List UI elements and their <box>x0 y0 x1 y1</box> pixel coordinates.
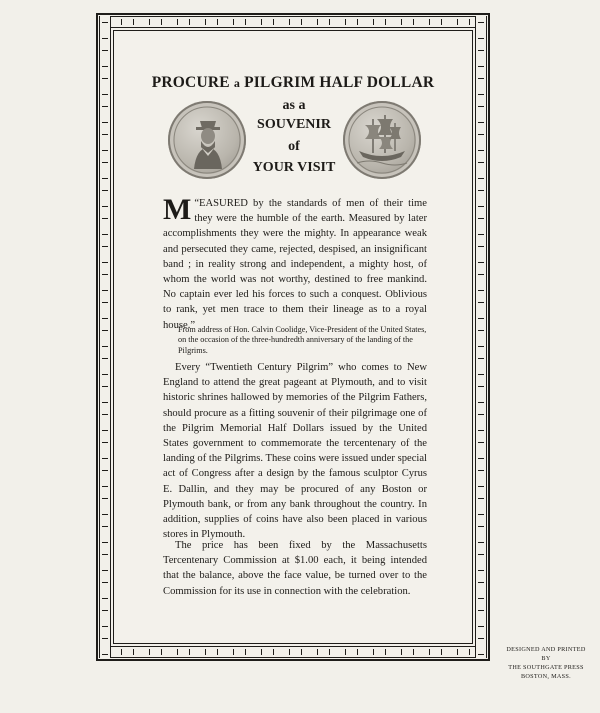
coin-reverse-ship-icon <box>343 101 421 179</box>
headline-part-procure: PROCURE <box>151 74 230 91</box>
imprint-line: BOSTON, MASS. <box>520 673 572 680</box>
frame-border-bottom <box>99 646 487 658</box>
headline-part-pilgrim: PILGRIM HALF DOLLAR <box>244 74 435 91</box>
printer-imprint <box>496 645 596 681</box>
coolidge-quote <box>163 193 427 333</box>
quote-dropcap: M <box>163 193 192 226</box>
imprint-line: BY <box>541 655 551 662</box>
heading-your-visit: YOUR VISIT <box>252 160 336 175</box>
heading-as-a: as a <box>282 98 306 113</box>
quote-citation: From address of Hon. Calvin Coolidge, Vice-President of the United States, on the occasion of the three-hundredth anniversary of the landing of the Pilgrims. <box>178 325 427 355</box>
frame-border-right <box>475 16 487 658</box>
frame-border-top <box>99 16 487 28</box>
coin-obverse-portrait-icon <box>168 101 246 179</box>
quote-text: EASURED by the standards of men of their time they were the humble of the earth. Measured by later accomplishments they were the mighty. In appearance weak and persecuted they came, rejected, despised, an insignificant band ; in reality strong and independent, a mighty host, of whom the world was not worthy, destined to free mankind. No captain ever led his forces to such a conquest. Oblivious to rank, yet men trace to them their lineage as to a royal house.” <box>163 198 427 331</box>
imprint-line: THE SOUTHGATE PRESS <box>508 664 584 671</box>
imprint-line: DESIGNED AND PRINTED <box>506 646 586 653</box>
headline-part-a: a <box>233 76 241 90</box>
frame-border-left <box>99 16 111 658</box>
body-paragraph: Every “Twentieth Century Pilgrim” who comes to New England to attend the great pageant at Plymouth, and to visit historic shrines hallowed by memories of the Pilgrim Fathers, should procure as a fitting souvenir of their pilgrimage one of the Pilgrim Memorial Half Dollars issued by the United States government to commemorate the tercentenary of the landing of the Pilgrims. These coins were issued under special act of Congress after a design by the famous sculptor Cyrus E. Dallin, and they may be procured of any Boston or Plymouth bank, or from any bank throughout the country. In addition, supplies of coins have also been placed in various stores in Plymouth. <box>163 362 428 541</box>
body-paragraph: The price has been fixed by the Massachusetts Tercentenary Commission at $1.00 each, it being intended that the balance, above the face value, be turned over to the Commission for its use in connection with the celebration. <box>163 540 427 597</box>
headline <box>113 74 473 92</box>
heading-of: of <box>288 139 300 154</box>
heading-souvenir: SOUVENIR <box>257 117 331 132</box>
quote-open-mark: “ <box>194 198 200 209</box>
